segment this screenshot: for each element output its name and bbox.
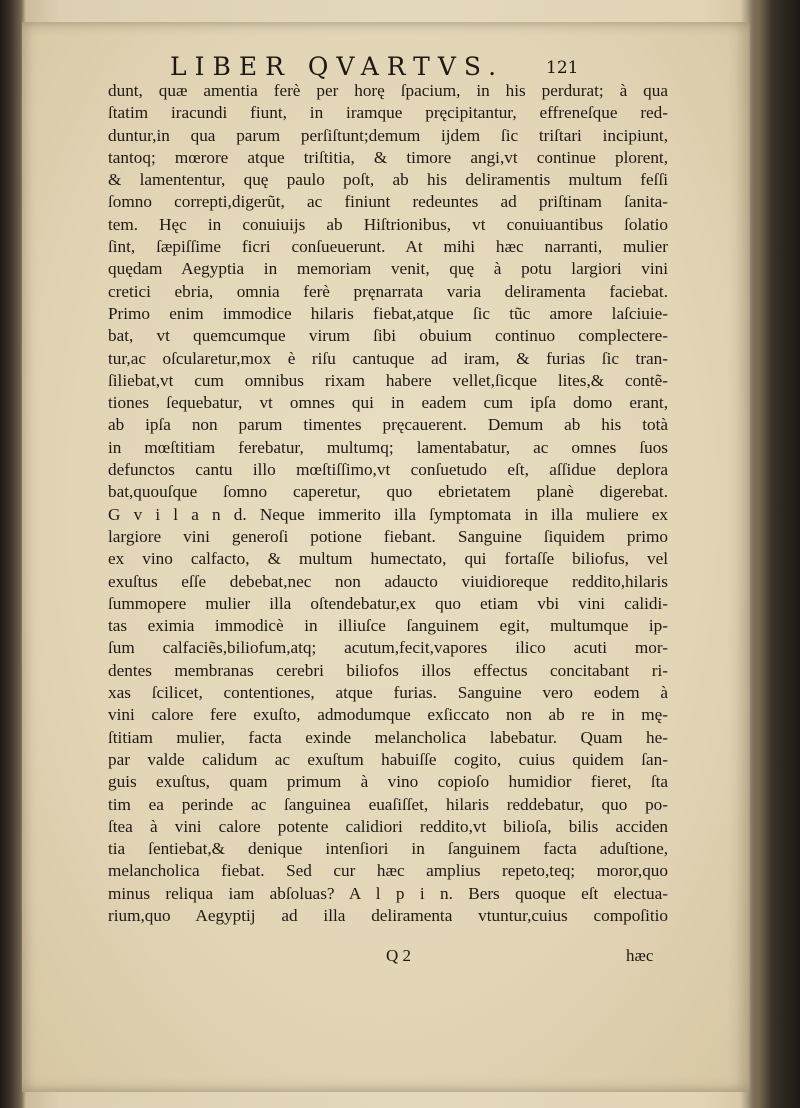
text-line: ab ipſa non parum timentes pręcauerent. Demum ab his totà (108, 415, 668, 435)
catchword: hæc (626, 946, 654, 965)
text-line: quędam Aegyptia in memoriam venit, quę à potu largiori vini (108, 259, 668, 279)
text-line: tem. Hęc in conuiuijs ab Hiſtrionibus, vt conuiuantibus ſolatio (108, 214, 668, 234)
text-line: tim ea perinde ac ſanguinea euaſiſſet, hilaris reddebatur, quo po- (108, 794, 668, 814)
text-line: vini calore fere exuſto, admodumque exſiccato non ab re in mę- (108, 705, 668, 725)
text-line: ſtitiam mulier, facta exinde melancholica labebatur. Quam he- (108, 727, 668, 747)
text-line: tur,ac oſcularetur,mox è riſu cantuque ad iram, & furias ſic tran- (108, 348, 668, 368)
text-line: par valde calidum ac exuſtum habuiſſe cogito, cuius quidem ſan- (108, 749, 668, 769)
page-number: 121 (546, 58, 579, 78)
text-line: tia ſentiebat,& denique intenſiori in ſanguinem facta aduſtione, (108, 839, 668, 859)
text-line: Primo enim immodice hilaris fiebat,atque ſic tũc amore laſciuie- (108, 303, 668, 323)
text-line: ſtea à vini calore potente calidiori reddito,vt bilioſa, bilis acciden (108, 816, 668, 836)
text-line: ſummopere mulier illa oſtendebatur,ex quo etiam vbi vini calidi- (108, 593, 668, 613)
text-line: tantoq; mœrore atque triſtitia, & timore angi,vt continue plorent, (108, 147, 668, 167)
text-line: melancholica fiebat. Sed cur hæc amplius repeto,teq; moror,quo (108, 861, 668, 881)
text-line: ſtatim iracundi fiunt, in iramque pręcipitantur, effreneſque red- (108, 103, 668, 123)
text-line: defunctos cantu illo mœſtiſſimo,vt conſuetudo eſt, aſſidue deplora (108, 460, 668, 480)
text-line: in mœſtitiam ferebatur, multumq; lamentabatur, ac omnes ſuos (108, 437, 668, 457)
text-line: ex vino calfacto, & multum humectato, qui fortaſſe biliofus, vel (108, 549, 668, 569)
text-line: cretici ebria, omnia ferè pręnarrata varia deliramenta faciebat. (108, 281, 668, 301)
text-line: exuſtus eſſe debebat,nec non adaucto viuidioreque reddito,hilaris (108, 571, 668, 591)
text-line: tas eximia immodicè in illiuſce ſanguinem egit, multumque ip- (108, 616, 668, 636)
running-head: LIBER QVARTVS. (170, 52, 505, 81)
text-line: G v i l a n d. Neque immerito illa ſymptomata in illa muliere ex (108, 504, 668, 524)
text-line: dentes membranas cerebri biliofos illos effectus concitabant ri- (108, 660, 668, 680)
text-line: guis exuſtus, quam primum à vino copioſo humidior fieret, ſta (108, 772, 668, 792)
signature-mark: Q 2 (386, 946, 412, 965)
text-line: duntur,in qua parum perſiſtunt;demum ijdem ſic triſtari incipiunt, (108, 125, 668, 145)
text-line: rium,quo Aegyptij ad illa deliramenta vtuntur,cuius compoſitio (108, 905, 668, 925)
text-line: bat, vt quemcumque virum ſibi obuium continuo complectere- (108, 326, 668, 346)
text-line: & lamententur, quę paulo poſt, ab his deliramentis multum feſſi (108, 170, 668, 190)
text-line: tiones ſequebatur, vt omnes qui in eadem cum ipſa domo erant, (108, 393, 668, 413)
text-line: ſiliebat,vt cum omnibus rixam habere vellet,ſicque lites,& contẽ- (108, 370, 668, 390)
body-text (108, 80, 668, 980)
text-line: ſomno correpti,digerũt, ac finiunt redeuntes ad priſtinam ſanita- (108, 192, 668, 212)
text-line: bat,quouſque ſomno caperetur, quo ebrietatem planè digerebat. (108, 482, 668, 502)
page-edge-shadow (748, 0, 800, 1108)
text-line: dunt, quæ amentia ferè per horę ſpacium, in his perdurat; à qua (108, 81, 668, 100)
text-line: minus reliqua iam abſoluas? A l p i n. Bers quoque eſt electua- (108, 883, 668, 903)
text-line: xas ſcilicet, contentiones, atque furias. Sanguine vero eodem à (108, 683, 668, 703)
text-line: ſum calfaciẽs,biliofum,atq; acutum,fecit,vapores ilico acuti mor- (108, 638, 668, 658)
text-line: largiore vini generoſi potione fiebant. Sanguine ſiquidem primo (108, 526, 668, 546)
text-line: ſint, ſæpiſſime ficri conſueuerunt. At mihi hæc narranti, mulier (108, 237, 668, 257)
